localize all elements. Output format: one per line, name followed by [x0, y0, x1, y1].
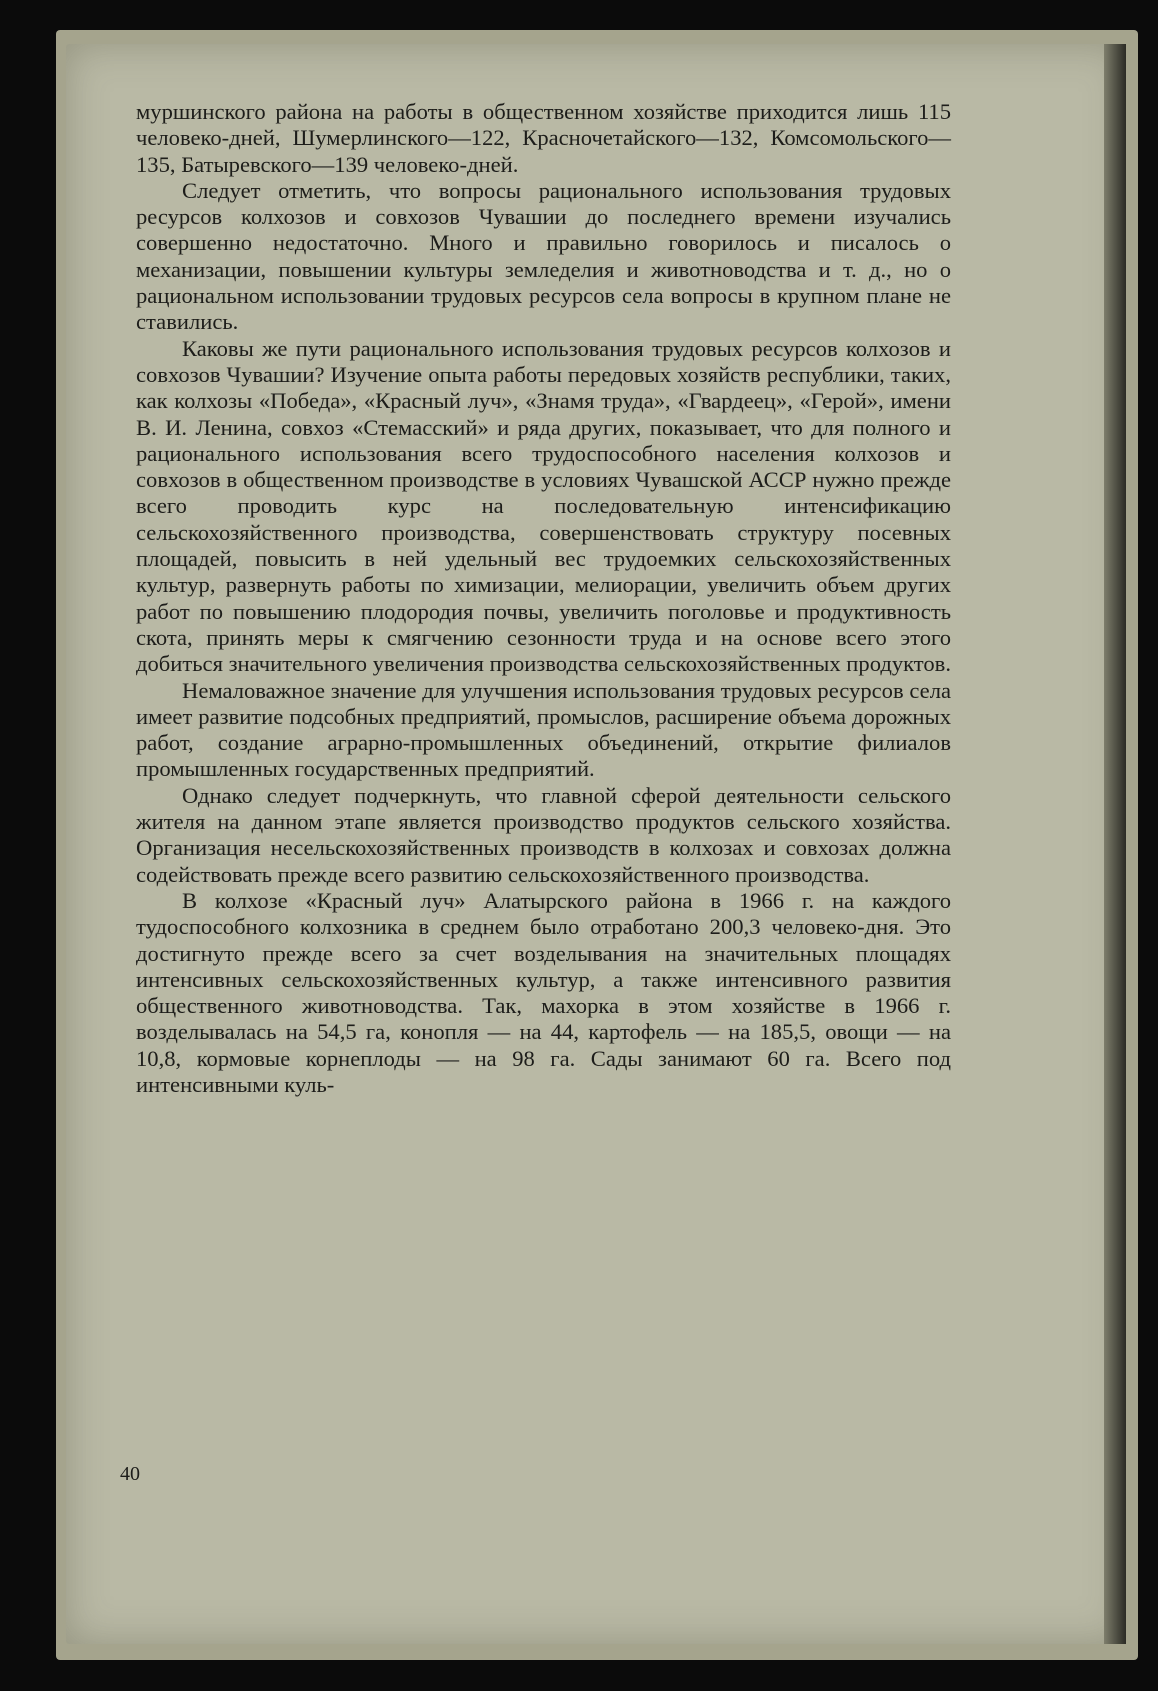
- paragraph: Однако следует подчеркнуть, что главной сферой деятельности сельского жителя на данном этапе является производство продуктов сельского хозяйства. Организация несельскохозяйственных производств в колхозах и совхозах должна содействовать прежде всего развитию сельскохозяйственного производства.: [136, 782, 951, 887]
- paragraph: муршинского района на работы в общественном хозяйстве приходится лишь 115 человеко-дней, Шумерлинского—122, Красночетайского—132, Комсомольского—135, Батыревского—139 человеко-дней.: [136, 99, 951, 177]
- paragraph: Каковы же пути рационального использования трудовых ресурсов колхозов и совхозов Чувашии? Изучение опыта работы передовых хозяйств республики, таких, как колхозы «Победа», «Красный луч», «Знамя труда», «Гвардеец», «Герой», имени В. И. Ленина, совхоз «Стемасский» и ряда других, показывает, что для полного и рационального использования всего трудоспособного населения колхозов и совхозов в общественном производстве в условиях Чувашской АССР нужно прежде всего проводить курс на последовательную интенсификацию сельскохозяйственного производства, совершенствовать структуру посевных площадей, повысить в ней удельный вес трудоемких сельскохозяйственных культур, развернуть работы по химизации, мелиорации, увеличить объем других работ по повышению плодородия почвы, увеличить поголовье и продуктивность скота, принять меры к смягчению сезонности труда и на основе всего этого добиться значительного увеличения производства сельскохозяйственных продуктов.: [136, 335, 951, 677]
- page-number: 40: [120, 1463, 140, 1485]
- book-spine: [1104, 44, 1126, 1644]
- paragraph: В колхозе «Красный луч» Алатырского района в 1966 г. на каждого тудоспособного колхозника в среднем было отработано 200,3 человеко-дня. Это достигнуто прежде всего за счет возделывания на значительных площадях интенсивных сельскохозяйственных культур, а также интенсивного развития общественного животноводства. Так, махорка в этом хозяйстве в 1966 г. возделывалась на 54,5 га, конопля — на 44, картофель — на 185,5, овощи — на 10,8, кормовые корнеплоды — на 98 га. Сады занимают 60 га. Всего под интенсивными куль-: [136, 887, 951, 1097]
- paragraph: Следует отметить, что вопросы рационального использования трудовых ресурсов колхозов и совхозов Чувашии до последнего времени изучались совершенно недостаточно. Много и правильно говорилось и писалось о механизации, повышении культуры земледелия и животноводства и т. д., но о рациональном использовании трудовых ресурсов села вопросы в крупном плане не ставились.: [136, 177, 951, 335]
- body-text: [136, 99, 951, 1098]
- paragraph: Немаловажное значение для улучшения использования трудовых ресурсов села имеет развитие подсобных предприятий, промыслов, расширение объема дорожных работ, создание аграрно-промышленных объединений, открытие филиалов промышленных государственных предприятий.: [136, 677, 951, 782]
